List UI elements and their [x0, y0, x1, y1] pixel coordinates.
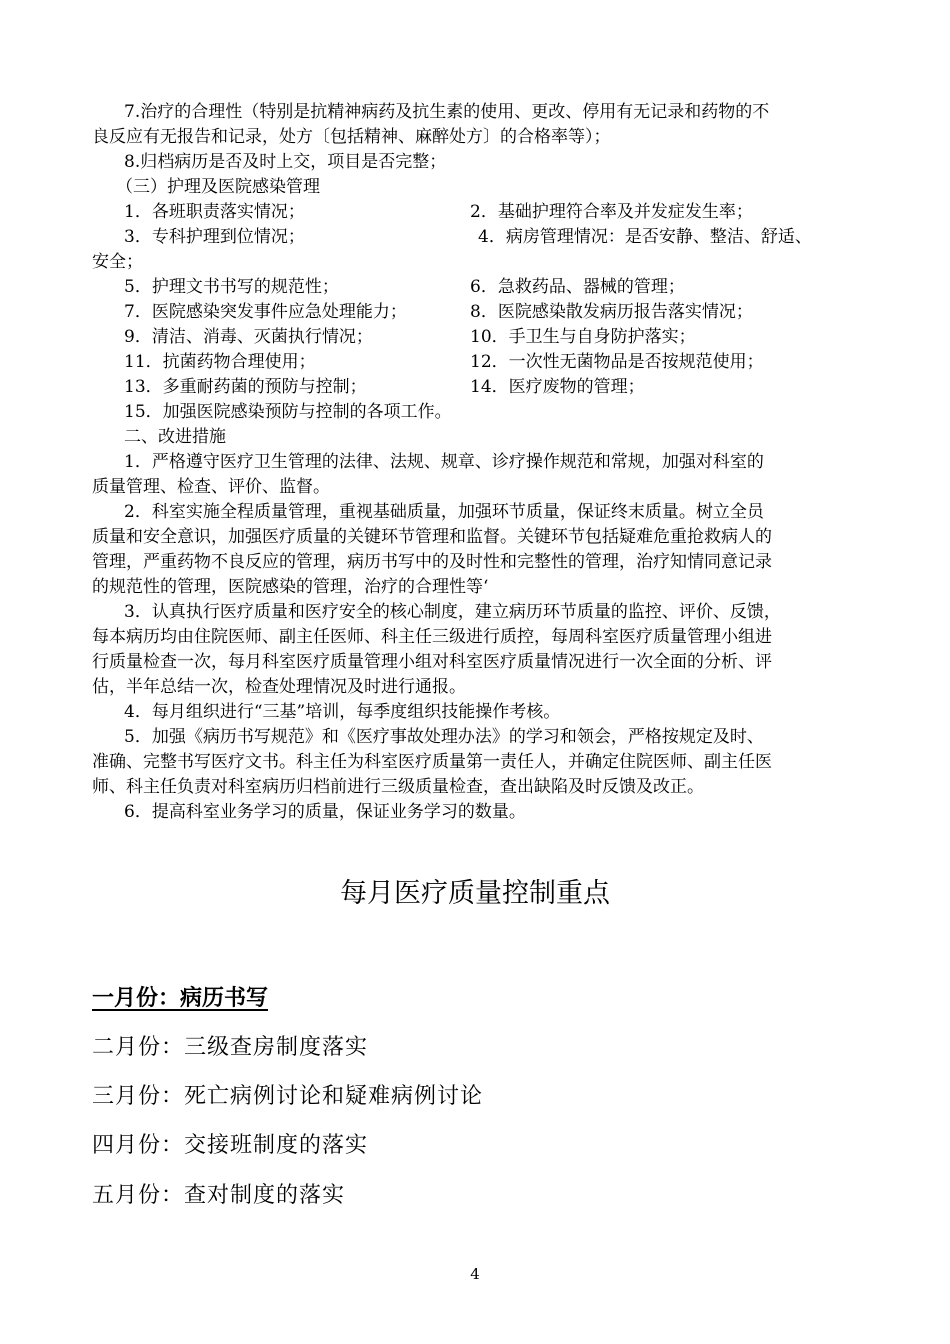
measure-1-line-1: 1．严格遵守医疗卫生管理的法律、法规、规章、诊疗操作规范和常规，加强对科室的	[124, 452, 764, 472]
item-7-line-2: 良反应有无报告和记录，处方〔包括精神、麻醉处方〕的合格率等）；	[92, 127, 611, 147]
measure-5-line-1: 5．加强《病历书写规范》和《医疗事故处理办法》的学习和领会，严格按规定及时、	[124, 727, 764, 747]
measure-5-line-3: 师、科主任负责对科室病历归档前进行三级质量检查，查出缺陷及时反馈及改正。	[92, 777, 704, 797]
nursing-item-12: 12．一次性无菌物品是否按规范使用；	[470, 352, 764, 372]
measure-5-line-2: 准确、完整书写医疗文书。科主任为科室医疗质量第一责任人，并确定住院医师、副主任医	[92, 752, 772, 772]
measure-6: 6．提高科室业务学习的质量，保证业务学习的数量。	[124, 802, 526, 822]
part-2-title: 二、改进措施	[124, 427, 226, 447]
nursing-item-13: 13．多重耐药菌的预防与控制；	[124, 377, 367, 397]
measure-4: 4．每月组织进行“三基”培训，每季度组织技能操作考核。	[124, 702, 561, 722]
measure-2-line-2: 质量和安全意识，加强医疗质量的关键环节管理和监督。关键环节包括疑难危重抢救病人的	[92, 527, 772, 547]
page-number: 4	[470, 1265, 480, 1283]
measure-3-line-4: 估，半年总结一次，检查处理情况及时进行通报。	[92, 677, 466, 697]
nursing-item-15: 15．加强医院感染预防与控制的各项工作。	[124, 402, 452, 422]
measure-3-line-2: 每本病历均由住院医师、副主任医师、科主任三级进行质控，每周科室医疗质量管理小组进	[92, 627, 772, 647]
schedule-title: 每月医疗质量控制重点	[340, 878, 610, 909]
nursing-item-11: 11．抗菌药物合理使用；	[124, 352, 316, 372]
item-7-line-1: 7.治疗的合理性（特别是抗精神病药及抗生素的使用、更改、停用有无记录和药物的不	[124, 102, 770, 122]
nursing-item-7: 7．医院感染突发事件应急处理能力；	[124, 302, 407, 322]
measure-1-line-2: 质量管理、检查、评价、监督。	[92, 477, 330, 497]
nursing-item-3: 3．专科护理到位情况；	[124, 227, 305, 247]
month-2: 二月份：三级查房制度落实	[92, 1035, 369, 1060]
measure-2-line-1: 2．科室实施全程质量管理，重视基础质量，加强环节质量，保证终末质量。树立全员	[124, 502, 764, 522]
month-4: 四月份：交接班制度的落实	[92, 1133, 369, 1158]
nursing-item-5: 5．护理文书书写的规范性；	[124, 277, 339, 297]
nursing-item-4: 4．病房管理情况：是否安静、整洁、舒适、	[478, 227, 812, 247]
measure-3-line-3: 行质量检查一次，每月科室医疗质量管理小组对科室医疗质量情况进行一次全面的分析、评	[92, 652, 772, 672]
section-3-title: （三）护理及医院感染管理	[116, 177, 320, 197]
nursing-item-10: 10．手卫生与自身防护落实；	[470, 327, 696, 347]
month-1: 一月份：病历书写	[92, 986, 269, 1011]
nursing-item-6: 6．急救药品、器械的管理；	[470, 277, 685, 297]
measure-3-line-1: 3．认真执行医疗质量和医疗安全的核心制度，建立病历环节质量的监控、评价、反馈，	[124, 602, 781, 622]
month-3: 三月份：死亡病例讨论和疑难病例讨论	[92, 1084, 484, 1109]
nursing-item-8: 8．医院感染散发病历报告落实情况；	[470, 302, 753, 322]
month-5: 五月份：查对制度的落实	[92, 1183, 346, 1208]
nursing-item-9: 9．清洁、消毒、灭菌执行情况；	[124, 327, 373, 347]
nursing-item-14: 14．医疗废物的管理；	[470, 377, 645, 397]
nursing-item-2: 2．基础护理符合率及并发症发生率；	[470, 202, 753, 222]
nursing-item-4-cont: 安全；	[92, 252, 143, 272]
measure-2-line-4: 的规范性的管理，医院感染的管理，治疗的合理性等‘	[92, 577, 489, 597]
item-8: 8.归档病历是否及时上交，项目是否完整；	[124, 152, 447, 172]
measure-2-line-3: 管理，严重药物不良反应的管理，病历书写中的及时性和完整性的管理，治疗知情同意记录	[92, 552, 772, 572]
nursing-item-1: 1．各班职责落实情况；	[124, 202, 305, 222]
